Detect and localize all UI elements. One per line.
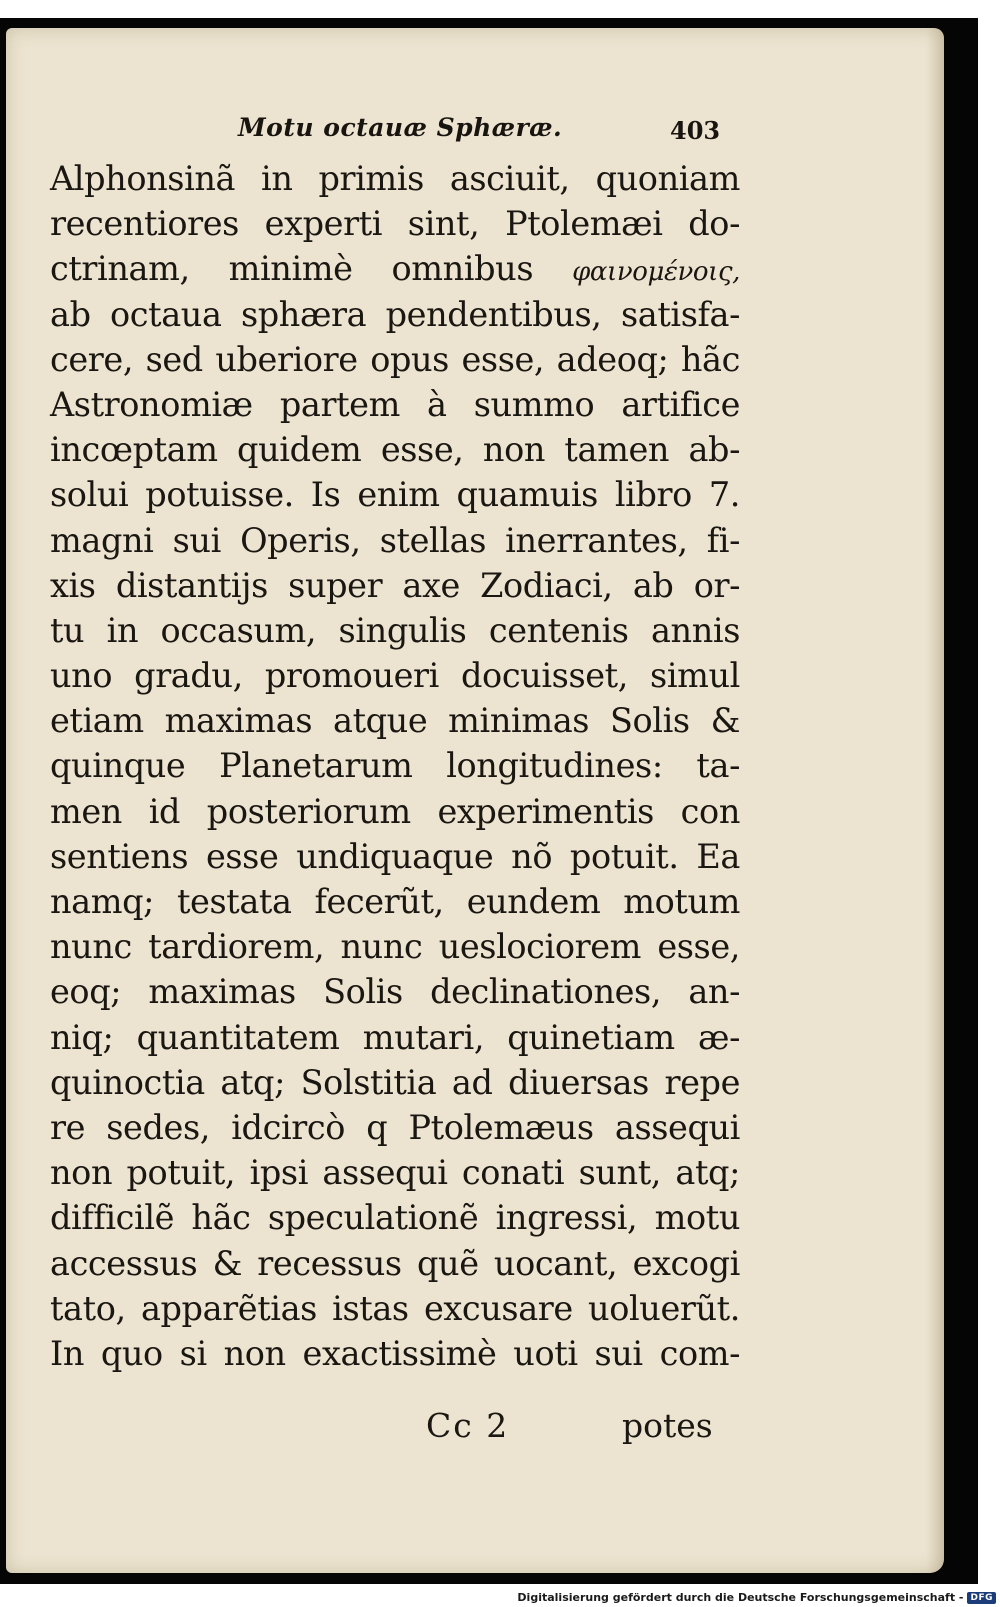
text-line: solui potuisse. Is enim quamuis libro 7.	[50, 475, 740, 515]
book-page	[6, 28, 944, 1573]
text-line: namq; testata fecerũt, eundem motum	[50, 882, 740, 921]
text-line: nunc tardiorem, nunc ueslociorem esse,	[50, 927, 740, 967]
signature-mark: Cc 2	[426, 1406, 510, 1445]
dfg-logo: DFG	[967, 1592, 996, 1604]
text-block	[50, 156, 740, 1376]
text-line: accessus & recessus quẽ uocant, excogi	[50, 1243, 740, 1283]
text-line: non potuit, ipsi assequi conati sunt, atq;	[50, 1153, 740, 1193]
page-edge-shadow	[926, 28, 944, 1573]
text-line: magni sui Operis, stellas inerrantes, fi-	[50, 520, 740, 560]
text-line: re sedes, idcircò q Ptolemæus assequi	[50, 1107, 740, 1147]
text-line: Astronomiæ partem à summo artifice	[50, 384, 740, 424]
credit-text: Digitalisierung gefördert durch die Deutsche Forschungsgemeinschaft -	[517, 1591, 964, 1604]
text-line: incœptam quidem esse, non tamen ab-	[50, 430, 740, 470]
text-line: ab octaua sphæra pendentibus, satisfa-	[50, 294, 740, 334]
folio-number: 403	[670, 116, 721, 145]
text-line-with-greek	[50, 246, 740, 291]
text-line: Alphonsinã in primis asciuit, quoniam	[50, 159, 740, 198]
text-line: tato, apparẽtias istas excusare uoluerũt.	[50, 1288, 740, 1328]
text-line: quinoctia atq; Solstitia ad diuersas repe	[50, 1062, 740, 1102]
digitization-credit	[517, 1591, 996, 1604]
text-line: etiam maximas atque minimas Solis &	[50, 701, 740, 741]
text-line: niq; quantitatem mutari, quinetiam æ-	[50, 1017, 740, 1057]
text-line: uno gradu, promoueri docuisset, simul	[50, 656, 740, 696]
text-line: difficilẽ hãc speculationẽ ingressi, motu	[50, 1198, 740, 1238]
text-line: tu in occasum, singulis centenis annis	[50, 610, 740, 650]
running-head: Motu octauæ Sphæræ.	[238, 113, 563, 142]
scan-frame	[0, 18, 978, 1584]
text-line: recentiores experti sint, Ptolemæi do-	[50, 204, 740, 244]
text-line: eoq; maximas Solis declinationes, an-	[50, 972, 740, 1012]
text-line: cere, sed uberiore opus esse, adeoq; hãc	[50, 339, 740, 379]
greek-word: φαινομένοις,	[572, 257, 741, 288]
text-line: sentiens esse undiquaque nõ potuit. Ea	[50, 836, 740, 876]
text-line: men id posteriorum experimentis con	[50, 791, 740, 831]
catchword: potes	[622, 1406, 713, 1445]
text-segment: ctrinam, minimè omnibus	[50, 249, 534, 289]
text-line: xis distantijs super axe Zodiaci, ab or-	[50, 565, 740, 605]
text-line: In quo si non exactissimè uoti sui com-	[50, 1333, 740, 1373]
text-line: quinque Planetarum longitudines: ta-	[50, 746, 740, 786]
